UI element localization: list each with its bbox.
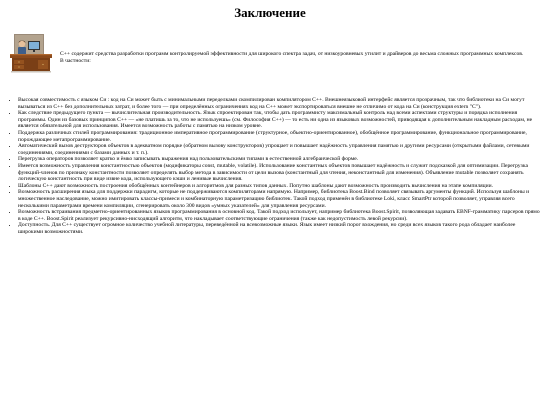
- features-list: [8, 97, 540, 235]
- list-item: • Высокая совместимость с языком Си : код на Си может быть с минимальными переделками скомпилирован компилятором C++. Внешнеязыковой интерфейс является прозрачным, так что библиотеки на Си могут вызываться из C++ без дополнительных затрат, и более того — при определённых ограничениях код на C++ может экспортироваться внешне не отличимо от кода на Си (конструкция extern "C").: [18, 97, 540, 110]
- list-item: • Автоматический вызов деструкторов объектов в адекватном порядке (обратном вызову конструкторов) упрощает и повышает надёжность управления памятью и другими ресурсами (открытыми файлами, сетевыми соединениями, соединениями с базами данных и т. п.).: [18, 143, 540, 156]
- list-item: • Как следствие предыдущего пункта — вычислительная производительность. Язык спроектирован так, чтобы дать программисту максимальный контроль над всеми аспектами структуры и порядка исполнения программы. Один из базовых принципов C++ — «не платишь за то, что не используешь» (см. Философия C++) — то есть ни одна из языковых возможностей, приводящая к дополнительным накладным расходам, не является обязательной для использования. Имеется возможность работы с памятью на низком уровне.: [18, 110, 540, 130]
- list-item: • Шаблоны C++ дают возможность построения обобщённых контейнеров и алгоритмов для разных типов данных. Попутно шаблоны дают возможность производить вычисления на этапе компиляции.: [18, 183, 540, 190]
- page-title: Заключение: [234, 5, 306, 20]
- intro-section: [8, 32, 528, 76]
- list-item: • Имеется возможность управления константностью объектов (модификаторы const, mutable, volatile). Использование константных объектов повышает надёжность и служит подсказкой для оптимизации. Перегрузка функций-членов по признаку константности позволяет определять выбор метода в зависимости от цели вызова (константный для чтения, неконстантный для изменения). Объявление mutable позволяет сохранять логическую константность при виде извне кода, использующего кэши и ленивые вычисления.: [18, 163, 540, 183]
- list-item: • Возможность расширения языка для поддержки парадигм, которые не поддерживаются компиляторами напрямую. Например, библиотека Boost.Bind позволяет связывать аргументы функций. Используя шаблоны и множественное наследование, можно имитировать классы-примеси и комбинаторную параметризацию библиотек. Такой подход применён в библиотеке Loki, класс SmartPtr которой позволяет, управляя всего несколькими параметрами времени компиляции, сгенерировать около 300 видов «умных указателей» для управления ресурсами.: [18, 189, 540, 209]
- list-item: • Перегрузка операторов позволяет кратко и ёмко записывать выражения над пользовательскими типами в естественной алгебраической форме.: [18, 156, 540, 163]
- list-item: • Возможность встраивания предметно-ориентированных языков программирования в основной код. Такой подход использует, например библиотека Boost.Spirit, позволяющая задавать EBNF-грамматику парсеров прямо в коде C++. Boost.Spirit реализует рекурсивно-нисходящий алгоритм, что накладывает соответствующие ограничения (также как недопустимость левой рекурсии).: [18, 209, 540, 222]
- list-item: • Доступность. Для C++ существует огромное количество учебной литературы, переведённой на всевозможные языки. Язык имеет низкий порог вхождения, но среди всех языков такого рода обладает наиболее широкими возможностями.: [18, 222, 540, 235]
- list-item: • Поддержка различных стилей программирования: традиционное императивное программирование (структурное, объектно-ориентированное), обобщённое программирование, функциональное программирование, порождающее метапрограммирование.: [18, 130, 540, 143]
- programmer-at-desk-illustration: [8, 32, 54, 74]
- intro-paragraph: C++ содержит средства разработки программ контролируемой эффективности для широкого спектра задач, от низкоуровневых утилит и драйверов до весьма сложных программных комплексов. В частности:: [60, 51, 524, 64]
